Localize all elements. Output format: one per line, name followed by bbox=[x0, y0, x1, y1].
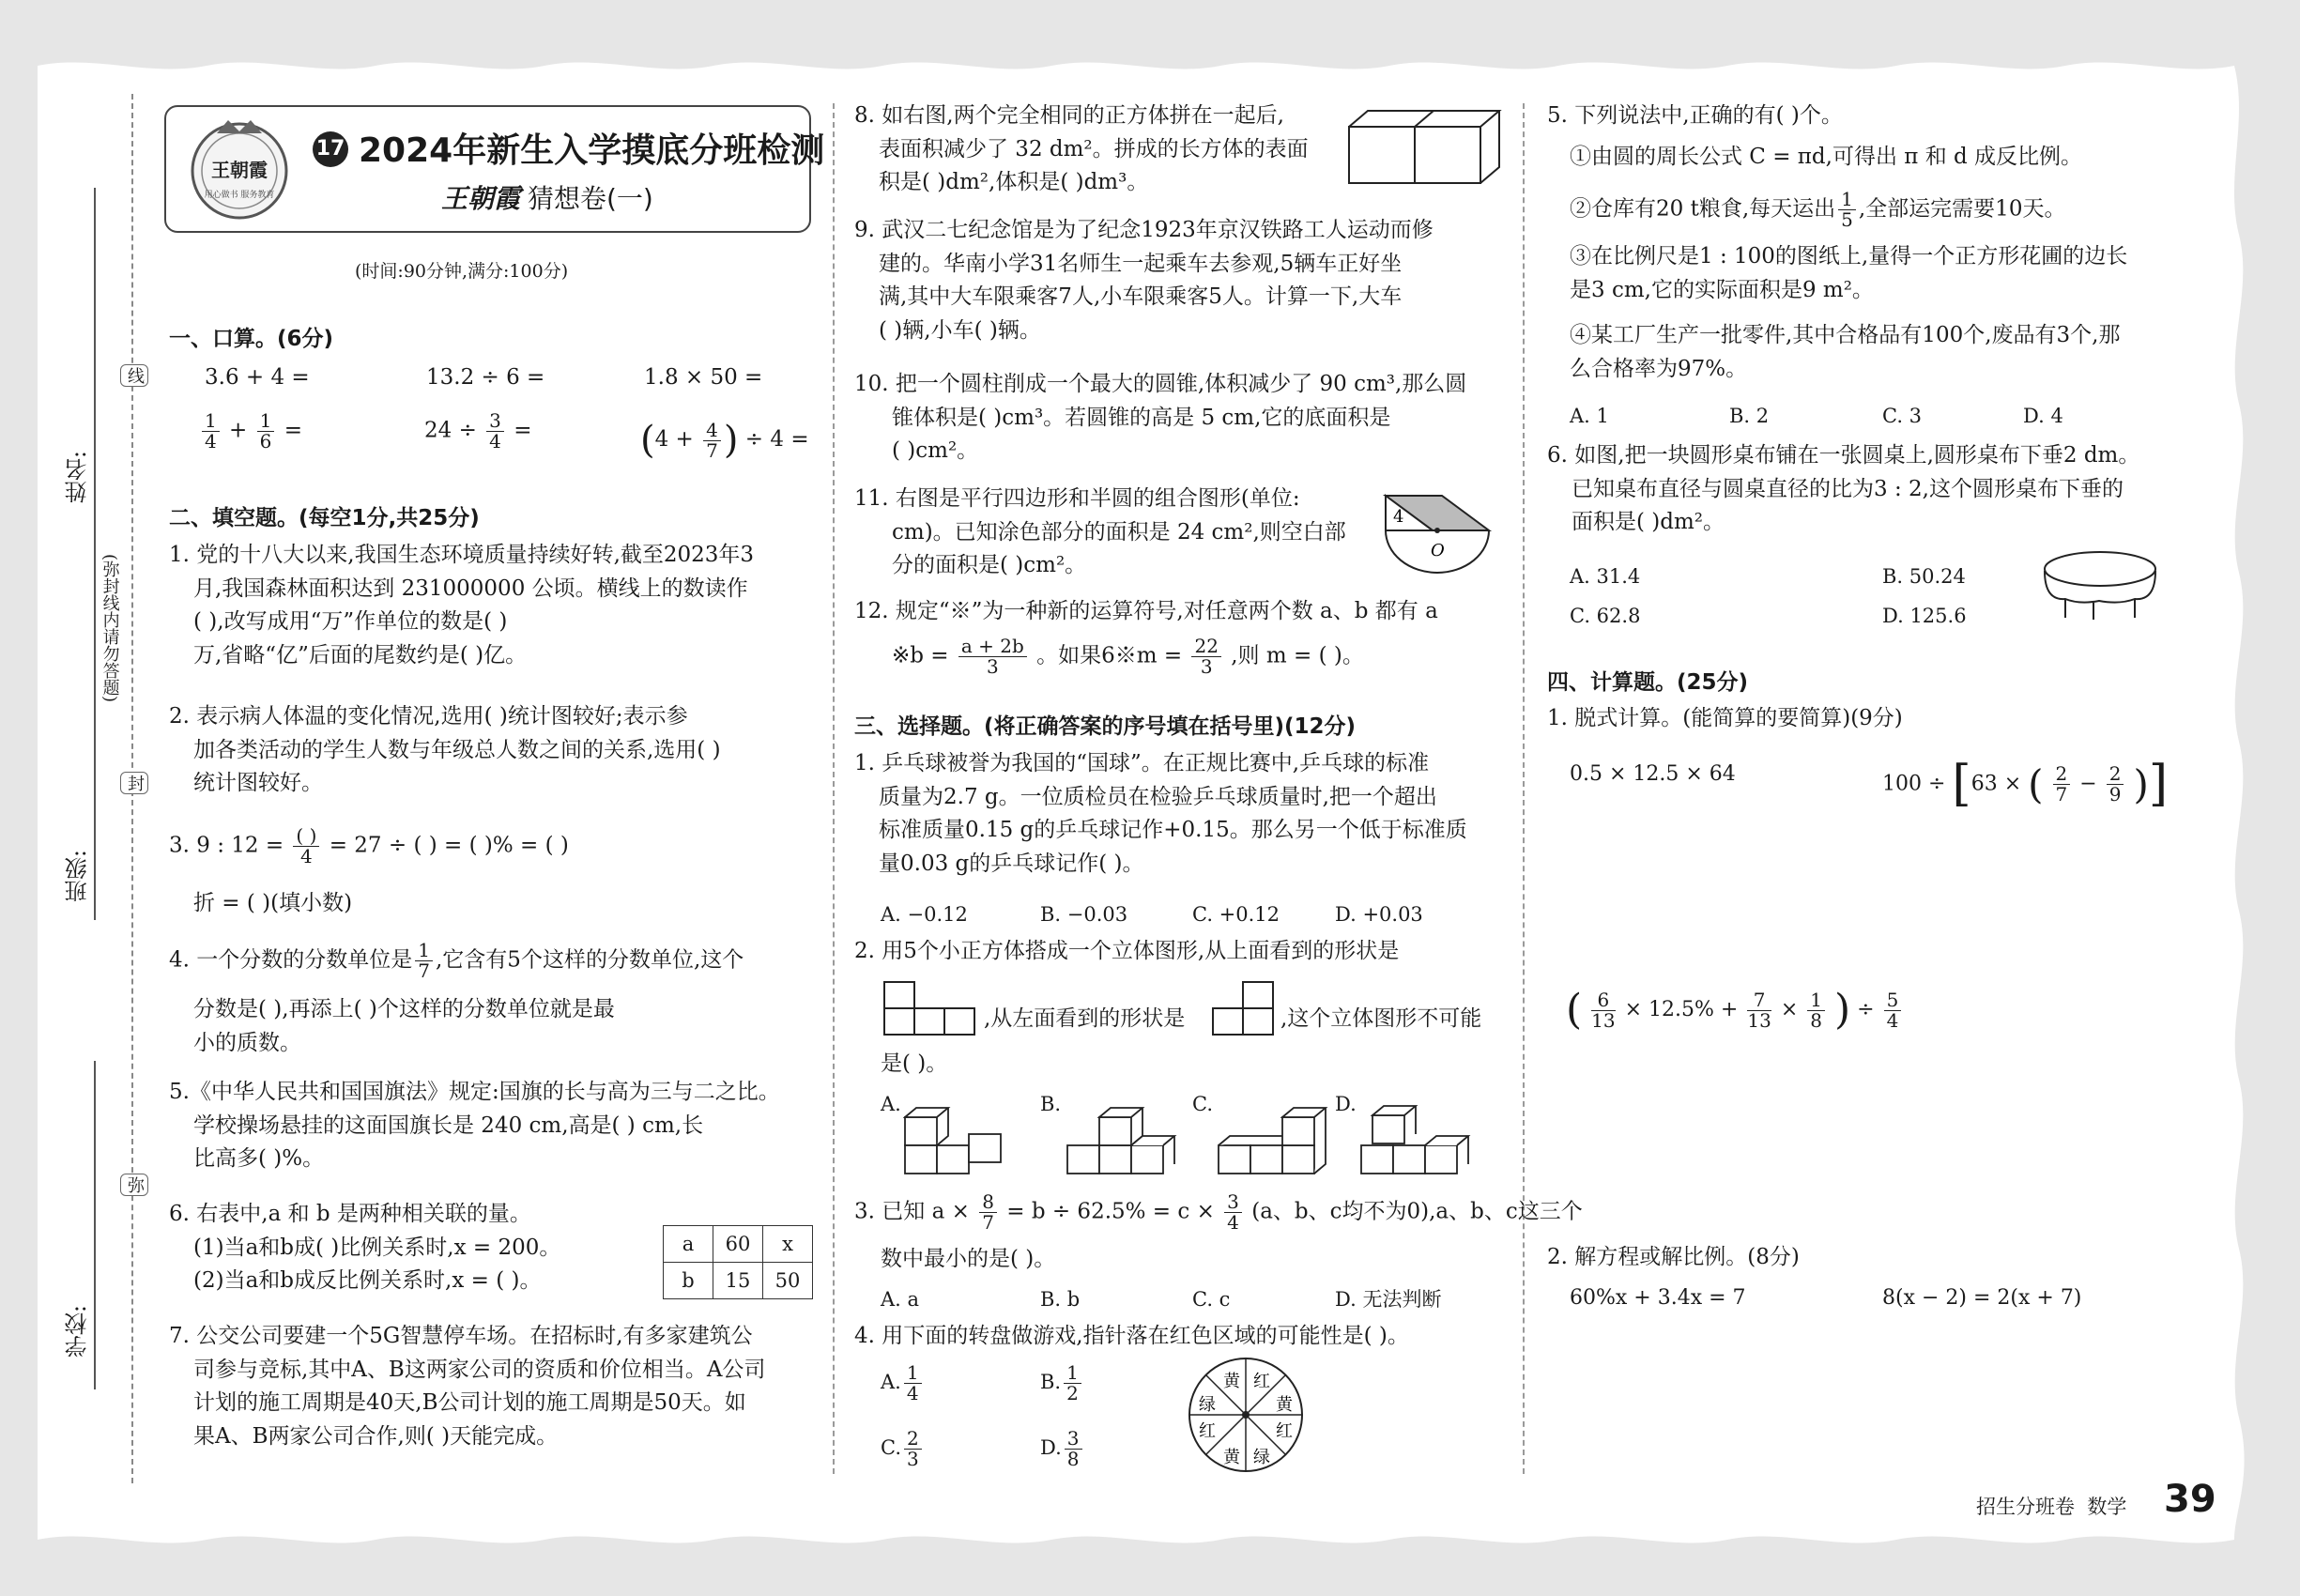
svg-text:O: O bbox=[1431, 541, 1445, 560]
svg-text:绿: 绿 bbox=[1253, 1448, 1270, 1467]
top-view-figure bbox=[882, 980, 981, 1038]
c6-opt-d[interactable]: D. 125.6 bbox=[1882, 605, 1967, 627]
expr-1: 0.5 × 12.5 × 64 bbox=[1570, 762, 1736, 786]
c2-opt-c[interactable]: C. bbox=[1192, 1093, 1213, 1115]
c2-opt-a[interactable]: A. bbox=[881, 1093, 901, 1115]
c2-opt-d[interactable]: D. bbox=[1335, 1093, 1357, 1115]
parallelogram-semicircle-figure bbox=[1378, 488, 1500, 582]
section-1-title: 一、口算。(6分) bbox=[169, 327, 334, 351]
fill-q5: 5.《中华人民共和国国旗法》规定:国旗的长与高为三与二之比。 学校操场悬挂的这面国旗长是 240 cm,高是( ) cm,长 比高多( )%。 bbox=[169, 1080, 780, 1172]
choice-q4: 4. 用下面的转盘做游戏,指针落在红色区域的可能性是( )。 bbox=[854, 1324, 1409, 1348]
choice-q6: 6. 如图,把一块圆形桌布铺在一张圆桌上,圆形桌布下垂2 dm。 已知桌布直径与圆桌直径的比为3 : 2,这个圆形桌布下垂的 面积是( )dm²。 bbox=[1547, 443, 2140, 535]
fill-q1: 1. 党的十八大以来,我国生态环境质量持续好转,截至2023年3 月,我国森林面积达到 231000000 公顷。横线上的数读作 ( ),改写成用“万”作单位的数是( ) 万,省略“亿”后面的尾数约是( )亿。 bbox=[169, 543, 755, 668]
mark-xian: 线 bbox=[120, 364, 148, 387]
fill-q9: 9. 武汉二七纪念馆是为了纪念1923年京汉铁路工人运动而修 建的。华南小学31名师生一起乘车去参观,5辆车正好坐 满,其中大车限乘客7人,小车限乘客5人。计算一下,大车 ( )辆,小车( )辆。 bbox=[854, 218, 1434, 343]
cube-option-d bbox=[1359, 1089, 1472, 1178]
oral-5: 24 ÷ $\frac{3}{4}$ = bbox=[424, 409, 532, 453]
c6-opt-c[interactable]: C. 62.8 bbox=[1570, 605, 1641, 627]
oral-6: (4 + $\frac{4}{7}$ ) ÷ 4 = bbox=[640, 418, 809, 462]
cube-option-a bbox=[903, 1089, 1016, 1178]
svg-text:黄: 黄 bbox=[1276, 1395, 1293, 1415]
fill-q4-b: 分数是( ),再添上( )个这样的分数单位就是最 小的质数。 bbox=[193, 997, 615, 1055]
oral-4: $\frac{1}{4}$ + $\frac{1}{6}$ = bbox=[199, 411, 302, 452]
fill-q10: 10. 把一个圆柱削成一个最大的圆锥,体积减少了 90 cm³,那么圆 锥体积是( )cm³。若圆锥的高是 5 cm,它的底面积是 ( )cm²。 bbox=[854, 372, 1467, 464]
logo bbox=[183, 113, 296, 223]
brand-name: 王朝霞 bbox=[441, 183, 521, 214]
svg-text:黄: 黄 bbox=[1223, 1448, 1240, 1467]
choice-q3: 3. 已知 a × $\frac{8}{7}$ = b ÷ 62.5% = c × $\frac{3}{4}$ (a、b、c均不为0),a、b、c这三个 bbox=[854, 1190, 1583, 1234]
fill-q12-b: ※b = $\frac{a + 2b}{3}$ 。如果6※m = $\frac{22}{3}$ ,则 m = ( )。 bbox=[892, 635, 1364, 678]
cube-option-c bbox=[1217, 1089, 1329, 1178]
c1-opt-a[interactable]: A. −0.12 bbox=[881, 903, 968, 926]
c5-opt-c[interactable]: C. 3 bbox=[1882, 405, 1923, 427]
choice-q2: 2. 用5个小正方体搭成一个立体图形,从上面看到的形状是 bbox=[854, 939, 1400, 963]
oral-2: 13.2 ÷ 6 = bbox=[426, 365, 545, 390]
c4-opt-d[interactable]: D. $\frac{3}{8}$ bbox=[1040, 1429, 1085, 1469]
fill-q8: 8. 如右图,两个完全相同的正方体拼在一起后, 表面积减少了 32 dm²。拼成的长方体的表面 积是( )dm²,体积是( )dm³。 bbox=[854, 103, 1309, 195]
oral-1: 3.6 + 4 = bbox=[205, 365, 310, 390]
fill-q12: 12. 规定“※”为一种新的运算符号,对任意两个数 a、b 都有 a bbox=[854, 599, 1438, 623]
equation-2: 8(x − 2) = 2(x + 7) bbox=[1882, 1286, 2082, 1310]
subtitle: 猜想卷(一) bbox=[528, 183, 653, 214]
class-label: 班级: bbox=[65, 850, 91, 903]
fill-q2: 2. 表示病人体温的变化情况,选用( )统计图较好;表示参 加各类活动的学生人数与年级总人数之间的关系,选用( ) 统计图较好。 bbox=[169, 704, 721, 796]
svg-text:红: 红 bbox=[1253, 1372, 1270, 1391]
choice-q3-b: 数中最小的是( )。 bbox=[881, 1247, 1056, 1271]
c6-opt-b[interactable]: B. 50.24 bbox=[1882, 565, 1966, 588]
time-note: (时间:90分钟,满分:100分) bbox=[355, 261, 569, 282]
footer-label: 招生分班卷 数学 bbox=[1976, 1496, 2127, 1518]
svg-text:黄: 黄 bbox=[1223, 1372, 1240, 1391]
left-view-figure bbox=[1211, 980, 1279, 1038]
name-label: 姓名: bbox=[65, 451, 91, 504]
page-number: 39 bbox=[2164, 1478, 2216, 1521]
choice-q1: 1. 乒乓球被誉为我国的“国球”。在正规比赛中,乒乓球的标准 质量为2.7 g。一位质检员在检验乒乓球质量时,把一个超出 标准质量0.15 g的乒乓球记作+0.15。那么另一个低于标准质 量0.03 g的乒乓球记作( )。 bbox=[854, 751, 1467, 876]
svg-text:4: 4 bbox=[1393, 507, 1404, 527]
choice-q5: 5. 下列说法中,正确的有( )个。 bbox=[1547, 103, 1843, 128]
c3-opt-b[interactable]: B. b bbox=[1040, 1288, 1081, 1311]
fill-q3: 3. 9 : 12 = $\frac{( )}{4}$ = 27 ÷ ( ) = ( )% = ( ) bbox=[169, 824, 569, 867]
c1-opt-d[interactable]: D. +0.03 bbox=[1335, 903, 1423, 926]
seal-notice: (弥封线内请勿答题) bbox=[100, 554, 120, 703]
c5-statement-2: ②仓库有20 t粮食,每天运出 $\frac{1}{5}$ ,全部运完需要10天。 bbox=[1570, 188, 2066, 231]
c4-opt-c[interactable]: C. $\frac{2}{3}$ bbox=[881, 1429, 925, 1469]
choice-q2-c: ,这个立体图形不可能 bbox=[1280, 1006, 1482, 1031]
badge-17: 17 bbox=[313, 131, 348, 167]
section-3-title: 三、选择题。(将正确答案的序号填在括号里)(12分) bbox=[854, 714, 1357, 739]
choice-q2-b: ,从左面看到的形状是 bbox=[984, 1006, 1186, 1031]
c5-opt-d[interactable]: D. 4 bbox=[2023, 405, 2063, 427]
equation-1: 60%x + 3.4x = 7 bbox=[1570, 1286, 1746, 1310]
section-2-title: 二、填空题。(每空1分,共25分) bbox=[169, 506, 480, 530]
section-4-title: 四、计算题。(25分) bbox=[1547, 670, 1749, 695]
cuboid-figure bbox=[1344, 103, 1504, 188]
column-divider-2 bbox=[1523, 103, 1525, 1474]
calc-part-2: 2. 解方程或解比例。(8分) bbox=[1547, 1245, 1800, 1269]
column-divider-1 bbox=[833, 103, 835, 1474]
class-line[interactable] bbox=[94, 582, 96, 920]
c1-opt-b[interactable]: B. −0.03 bbox=[1040, 903, 1128, 926]
c6-opt-a[interactable]: A. 31.4 bbox=[1570, 565, 1641, 588]
logo-motto: 用心做书 服务教育 bbox=[204, 191, 275, 200]
expr-3: ( $\frac{6}{13}$ × 12.5% + $\frac{7}{13}$ × $\frac{1}{8}$ ) ÷ $\frac{5}{4}$ bbox=[1566, 978, 1904, 1042]
cube-option-b bbox=[1066, 1089, 1178, 1178]
expr-2: 100 ÷ [63 × ( $\frac{2}{7}$ − $\frac{2}{9}$ )] bbox=[1882, 756, 2169, 812]
fill-q3-b: 折 = ( )(填小数) bbox=[193, 891, 353, 915]
c5-opt-b[interactable]: B. 2 bbox=[1729, 405, 1770, 427]
svg-text:红: 红 bbox=[1199, 1421, 1216, 1441]
c3-opt-d[interactable]: D. 无法判断 bbox=[1335, 1288, 1442, 1311]
c5-statement-1: ①由圆的周长公式 C = πd,可得出 π 和 d 成反比例。 bbox=[1570, 145, 2083, 169]
svg-text:红: 红 bbox=[1276, 1421, 1293, 1441]
spinner-figure bbox=[1185, 1354, 1307, 1476]
mark-feng: 封 bbox=[120, 772, 148, 794]
fill-q4: 4. 一个分数的分数单位是 $\frac{1}{7}$ ,它含有5个这样的分数单位,这个 bbox=[169, 939, 744, 982]
school-line[interactable] bbox=[94, 1061, 96, 1389]
svg-text:绿: 绿 bbox=[1199, 1395, 1216, 1415]
round-table-figure bbox=[2037, 543, 2164, 622]
fill-q11: 11. 右图是平行四边形和半圆的组合图形(单位: cm)。已知涂色部分的面积是 24 cm²,则空白部 分的面积是( )cm²。 bbox=[854, 486, 1346, 578]
c2-opt-b[interactable]: B. bbox=[1040, 1093, 1062, 1115]
c5-opt-a[interactable]: A. 1 bbox=[1570, 405, 1609, 427]
mark-mi: 弥 bbox=[120, 1174, 148, 1196]
calc-part-1: 1. 脱式计算。(能简算的要简算)(9分) bbox=[1547, 706, 1903, 730]
c4-opt-a[interactable]: A. $\frac{1}{4}$ bbox=[881, 1363, 925, 1404]
ab-table: a 60 x b 15 50 bbox=[663, 1225, 813, 1299]
c4-opt-b[interactable]: B. $\frac{1}{2}$ bbox=[1040, 1363, 1084, 1404]
c1-opt-c[interactable]: C. +0.12 bbox=[1192, 903, 1280, 926]
school-label: 学校: bbox=[65, 1305, 91, 1358]
page-title: 2024年新生入学摸底分班检测 bbox=[359, 131, 825, 170]
choice-q2-d: 是( )。 bbox=[881, 1051, 948, 1076]
logo-text: 王朝霞 bbox=[211, 159, 268, 181]
c5-statement-3: ③在比例尺是1 : 100的图纸上,量得一个正方形花圃的边长 是3 cm,它的实际面积是9 m²。 bbox=[1570, 244, 2128, 302]
oral-3: 1.8 × 50 = bbox=[644, 365, 763, 390]
name-line[interactable] bbox=[94, 188, 96, 582]
c3-opt-c[interactable]: C. c bbox=[1192, 1288, 1231, 1311]
fill-q6: 6. 右表中,a 和 b 是两种相关联的量。 (1)当a和b成( )比例关系时,x = 200。 (2)当a和b成反比例关系时,x = ( )。 bbox=[169, 1202, 561, 1294]
c5-statement-4: ④某工厂生产一批零件,其中合格品有100个,废品有3个,那 么合格率为97%。 bbox=[1570, 323, 2121, 381]
c3-opt-a[interactable]: A. a bbox=[881, 1288, 920, 1311]
fill-q7: 7. 公交公司要建一个5G智慧停车场。在招标时,有多家建筑公 司参与竞标,其中A、B这两家公司的资质和价位相当。A公司 计划的施工周期是40天,B公司计划的施工周期是50天。如 果A、B两家公司合作,则( )天能完成。 bbox=[169, 1324, 766, 1449]
